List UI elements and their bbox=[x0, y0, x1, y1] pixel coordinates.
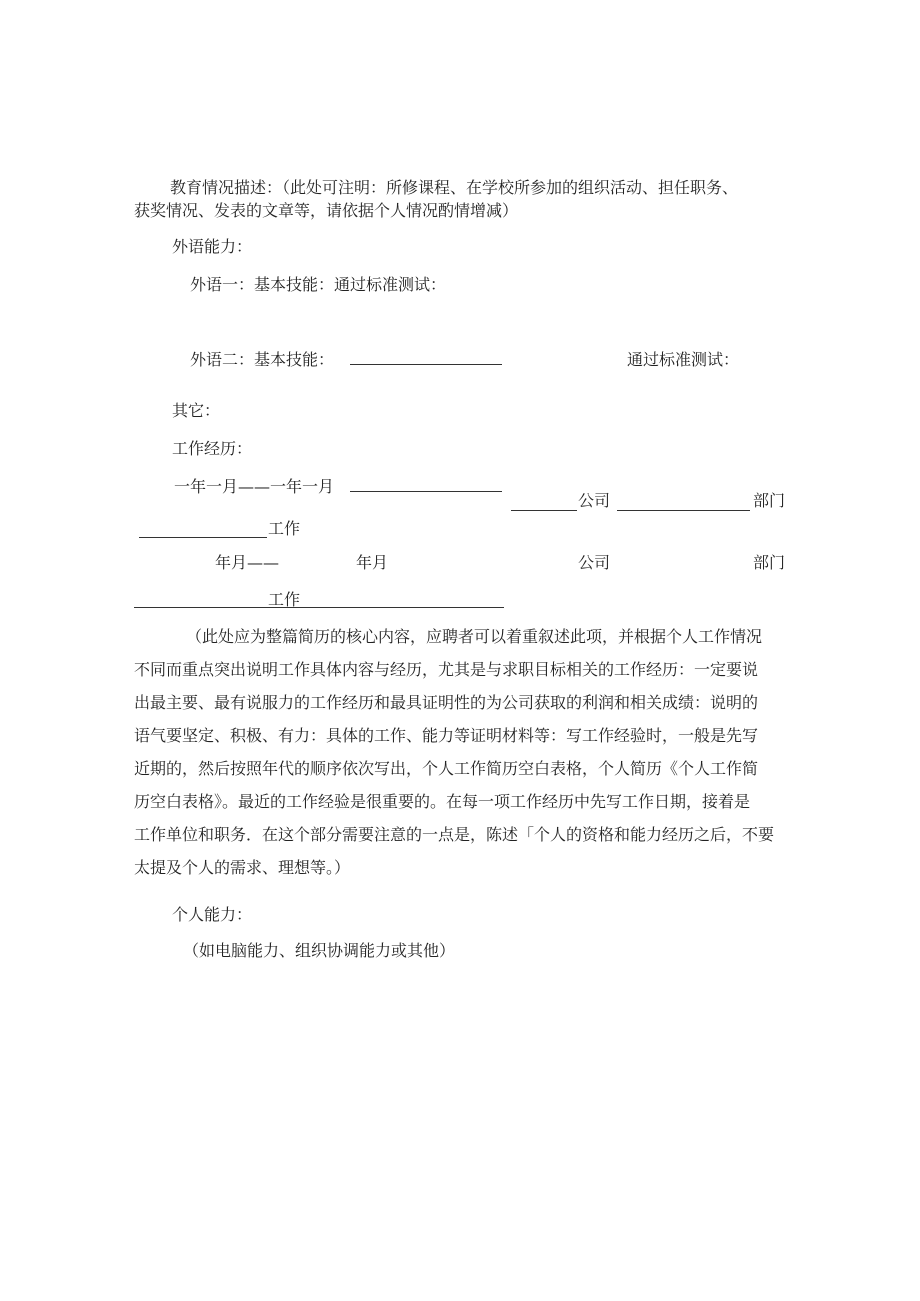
work-description bbox=[134, 620, 794, 884]
work-description-line: 工作单位和职务．在这个部分需要注意的一点是，陈述「个人的资格和能力经历之后，不要 bbox=[134, 825, 775, 844]
work-entry-1-job: 工作 bbox=[268, 519, 301, 538]
work-description-line: 语气要坚定、积极、有力：具体的工作、能力等证明材料等：写工作经验时，一般是先写 bbox=[134, 726, 759, 745]
language-2-label: 外语二：基本技能： bbox=[190, 350, 335, 369]
work-description-line: 出最主要、最有说服力的工作经历和最具证明性的为公司获取的利润和相关成绩：说明的 bbox=[134, 693, 759, 712]
work-description-line: 不同而重点突出说明工作具体内容与经历，尤其是与求职目标相关的工作经历：一定要说 bbox=[134, 660, 759, 679]
education-note-2: 获奖情况、发表的文章等，请依据个人情况酌情增减） bbox=[134, 201, 519, 220]
personal-ability-note: （如电脑能力、组织协调能力或其他） bbox=[183, 941, 456, 960]
work-entry-2-end: 年月 bbox=[356, 553, 389, 572]
other-heading: 其它： bbox=[172, 401, 221, 420]
work-entry-1-period-blank[interactable] bbox=[350, 491, 502, 492]
work-entry-2-job: 工作 bbox=[268, 590, 301, 609]
languages-heading: 外语能力： bbox=[172, 237, 253, 256]
work-entry-1-company: 公司 bbox=[578, 491, 611, 510]
language-2-skill-blank[interactable] bbox=[350, 364, 502, 365]
language-2-test: 通过标准测试： bbox=[627, 350, 740, 369]
work-entry-2-company: 公司 bbox=[578, 553, 611, 572]
language-1: 外语一：基本技能：通过标准测试： bbox=[190, 275, 447, 294]
work-entry-2-start: 年月—— bbox=[215, 553, 280, 572]
work-entry-2-job-blank[interactable] bbox=[134, 607, 504, 608]
work-description-line: 太提及个人的需求、理想等。） bbox=[134, 858, 351, 877]
work-entry-1-job-blank[interactable] bbox=[139, 537, 267, 538]
work-entry-1-dept: 部门 bbox=[753, 491, 786, 510]
work-description-line: 近期的，然后按照年代的顺序依次写出，个人工作简历空白表格，个人简历《个人工作简 bbox=[134, 759, 759, 778]
work-description-line: （此处应为整篇简历的核心内容，应聘者可以着重叙述此项，并根据个人工作情况 bbox=[186, 627, 763, 646]
work-entry-2-dept: 部门 bbox=[753, 553, 786, 572]
education-line-1 bbox=[170, 176, 738, 200]
education-label: 教育情况描述： bbox=[170, 178, 283, 197]
work-heading: 工作经历： bbox=[172, 439, 253, 458]
work-description-line: 历空白表格》。最近的工作经验是很重要的。在每一项工作经历中先写工作日期，接着是 bbox=[134, 792, 751, 811]
work-entry-1-dept-blank[interactable] bbox=[617, 510, 750, 511]
work-entry-1-period: 一年一月——一年一月 bbox=[174, 477, 335, 496]
work-entry-1-company-blank[interactable] bbox=[511, 510, 577, 511]
personal-ability-heading: 个人能力： bbox=[172, 905, 253, 924]
education-note-1: （此处可注明：所修课程、在学校所参加的组织活动、担任职务、 bbox=[282, 178, 739, 197]
